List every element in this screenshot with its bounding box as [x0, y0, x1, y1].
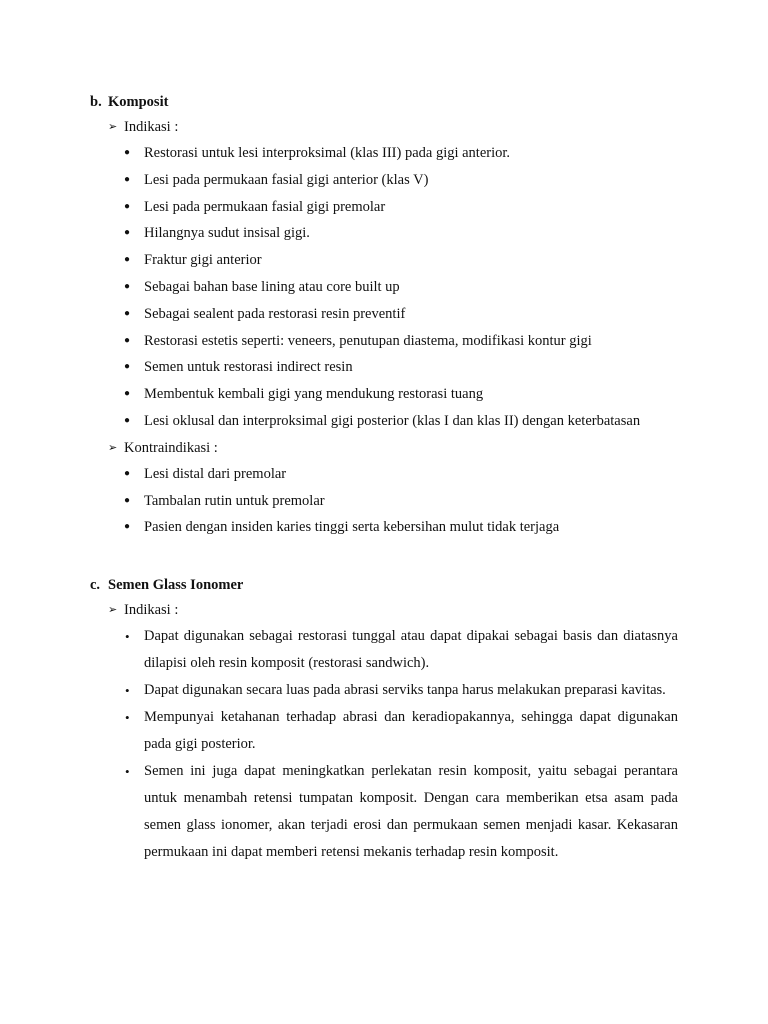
bullet-icon: ● [124, 521, 131, 533]
list-item [90, 461, 690, 488]
group-heading-kontraindikasi [108, 435, 690, 461]
list-item-text: Fraktur gigi anterior [144, 252, 262, 269]
list-item [90, 381, 690, 408]
list-item [90, 488, 690, 515]
bullet-icon: ● [124, 254, 131, 266]
indikasi-list [90, 140, 690, 435]
bullet-icon: ● [124, 227, 131, 239]
group-label: Indikasi : [124, 602, 179, 618]
list-item [90, 354, 690, 381]
bullet-icon: ● [124, 467, 131, 479]
list-item-text: Restorasi estetis seperti: veneers, penutupan diastema, modifikasi kontur gigi [144, 332, 592, 349]
section-title: Komposit [108, 94, 169, 110]
list-item [90, 301, 690, 328]
list-item [90, 328, 690, 355]
section-semen-glass-ionomer [90, 573, 690, 866]
list-item [90, 758, 678, 866]
list-item-text: Lesi pada permukaan fasial gigi anterior (klas V) [144, 171, 429, 188]
bullet-icon: ● [124, 173, 131, 185]
section-letter: c. [90, 577, 101, 593]
list-item-text: Sebagai bahan base lining atau core built up [144, 278, 400, 295]
list-item-text: Lesi pada permukaan fasial gigi premolar [144, 198, 386, 215]
section-letter: b. [90, 94, 102, 110]
list-item [90, 623, 678, 677]
group-label: Kontraindikasi : [124, 439, 218, 456]
arrow-bullet-icon: ➢ [108, 441, 118, 454]
kontraindikasi-list [90, 461, 690, 541]
bullet-icon: ● [124, 200, 131, 212]
list-item-text: Lesi oklusal dan interproksimal gigi posterior (klas I dan klas II) dengan keterbatasan [144, 412, 641, 429]
bullet-icon: ● [124, 361, 131, 373]
list-item [90, 408, 690, 435]
bullet-icon: ● [124, 388, 131, 400]
list-item-text: Semen ini juga dapat meningkatkan perlekatan resin komposit, yaitu sebagai perantara untuk menambah retensi tumpatan komposit. Dengan cara memberikan etsa asam pada semen glass ionomer, akan terjadi erosi dan permukaan semen menjadi kasar. Kekasaran permukaan ini dapat memberi retensi mekanis terhadap resin komposit. [144, 763, 678, 860]
bullet-icon: ● [124, 414, 131, 426]
section-heading [90, 90, 690, 114]
bullet-icon: • [125, 629, 130, 644]
bullet-icon: ● [124, 494, 131, 506]
arrow-bullet-icon: ➢ [108, 121, 118, 133]
list-item-text: Sebagai sealent pada restorasi resin preventif [144, 305, 406, 322]
list-item-text: Membentuk kembali gigi yang mendukung restorasi tuang [144, 386, 484, 403]
list-item [90, 167, 690, 194]
bullet-icon: • [125, 764, 130, 779]
indikasi-list [90, 623, 678, 866]
section-komposit [90, 90, 690, 541]
section-title: Semen Glass Ionomer [108, 577, 244, 593]
list-item-text: Tambalan rutin untuk premolar [144, 492, 325, 509]
list-item-text: Lesi distal dari premolar [144, 465, 287, 482]
group-heading-indikasi [108, 114, 690, 140]
list-item [90, 247, 690, 274]
list-item [90, 677, 678, 704]
bullet-icon: ● [124, 307, 131, 319]
bullet-icon: ● [124, 334, 131, 346]
bullet-icon: ● [124, 280, 131, 292]
list-item [90, 704, 678, 758]
bullet-icon: • [125, 683, 130, 698]
arrow-bullet-icon: ➢ [108, 604, 118, 616]
list-item-text: Hilangnya sudut insisal gigi. [144, 225, 310, 242]
list-item-text: Pasien dengan insiden karies tinggi serta kebersihan mulut tidak terjaga [144, 519, 560, 536]
bullet-icon: ● [124, 147, 131, 158]
list-item [90, 194, 690, 221]
list-item-text: Dapat digunakan secara luas pada abrasi serviks tanpa harus melakukan preparasi kavitas. [144, 682, 666, 698]
section-heading [90, 573, 690, 597]
group-label: Indikasi : [124, 119, 179, 135]
list-item-text: Semen untuk restorasi indirect resin [144, 359, 353, 376]
list-item [90, 274, 690, 301]
list-item [90, 140, 690, 167]
list-item-text: Restorasi untuk lesi interproksimal (klas III) pada gigi anterior. [144, 145, 511, 161]
list-item-text: Dapat digunakan sebagai restorasi tunggal atau dapat dipakai sebagai basis dan diatasnya dilapisi oleh resin komposit (restorasi sandwich). [144, 628, 678, 671]
list-item-text: Mempunyai ketahanan terhadap abrasi dan keradiopakannya, sehingga dapat digunakan pada gigi posterior. [144, 709, 678, 752]
list-item [90, 220, 690, 247]
list-item [90, 514, 690, 541]
bullet-icon: • [125, 710, 130, 725]
group-heading-indikasi [108, 597, 690, 623]
